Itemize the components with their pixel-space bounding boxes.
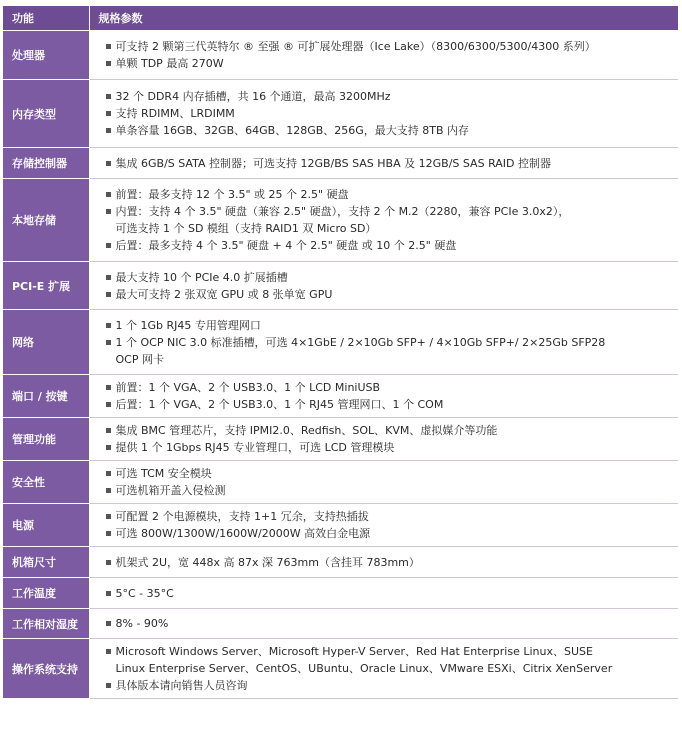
spec-line-text: 单颗 TDP 最高 270W bbox=[115, 57, 224, 70]
bullet-icon bbox=[106, 44, 111, 49]
bullet-icon bbox=[106, 323, 111, 328]
spec-line bbox=[106, 334, 679, 351]
spec-line bbox=[106, 554, 679, 571]
spec-line-text: Linux Enterprise Server、CentOS、UBuntu、Oracle Linux、VMware ESXi、Citrix XenServer bbox=[115, 662, 613, 675]
spec-line-text: 可配置 2 个电源模块，支持 1+1 冗余，支持热插拔 bbox=[115, 510, 369, 523]
table-row bbox=[3, 418, 678, 461]
spec-line-text: 支持 RDIMM、LRDIMM bbox=[115, 107, 235, 120]
row-value bbox=[89, 504, 678, 547]
row-label: 电源 bbox=[3, 504, 89, 547]
spec-line bbox=[106, 237, 679, 254]
table-row bbox=[3, 547, 678, 578]
spec-line-text: 1 个 OCP NIC 3.0 标准插槽，可选 4×1GbE / 2×10Gb SFP+ / 4×10Gb SFP+/ 2×25Gb SFP28 bbox=[115, 335, 606, 349]
bullet-icon bbox=[106, 531, 111, 536]
spec-line-text: 前置：最多支持 12 个 3.5" 或 25 个 2.5" 硬盘 bbox=[115, 188, 349, 201]
spec-table-body bbox=[3, 31, 678, 699]
bullet-icon bbox=[106, 488, 111, 493]
row-value bbox=[89, 578, 678, 609]
bullet-icon bbox=[106, 209, 111, 214]
bullet-icon bbox=[106, 445, 111, 450]
table-row bbox=[3, 504, 678, 547]
table-row bbox=[3, 639, 678, 699]
bullet-icon bbox=[106, 560, 111, 565]
row-value bbox=[89, 179, 678, 262]
spec-line bbox=[106, 677, 679, 694]
bullet-icon bbox=[106, 428, 111, 433]
header-spec: 规格参数 bbox=[89, 6, 678, 31]
spec-line bbox=[106, 508, 679, 525]
bullet-icon bbox=[106, 621, 111, 626]
spec-line-text: 可选机箱开盖入侵检测 bbox=[115, 484, 226, 497]
spec-line bbox=[106, 643, 679, 660]
table-row bbox=[3, 148, 678, 179]
spec-line-text: 单条容量 16GB、32GB、64GB、128GB、256G，最大支持 8TB 内存 bbox=[115, 124, 470, 137]
header-feature: 功能 bbox=[3, 6, 89, 31]
spec-line bbox=[106, 88, 679, 105]
spec-line bbox=[106, 660, 679, 677]
bullet-icon bbox=[106, 94, 111, 99]
row-label: 操作系统支持 bbox=[3, 639, 89, 699]
row-value bbox=[89, 148, 678, 179]
bullet-icon bbox=[106, 471, 111, 476]
spec-line-text: 最大可支持 2 张双宽 GPU 或 8 张单宽 GPU bbox=[115, 287, 333, 301]
spec-line bbox=[106, 585, 679, 602]
table-row bbox=[3, 179, 678, 262]
row-label: 安全性 bbox=[3, 461, 89, 504]
row-label: 端口 / 按键 bbox=[3, 375, 89, 418]
spec-table bbox=[3, 6, 678, 699]
spec-line bbox=[106, 379, 679, 396]
spec-line bbox=[106, 186, 679, 203]
spec-line-text: 可选 TCM 安全模块 bbox=[115, 467, 212, 480]
spec-line-text: Microsoft Windows Server、Microsoft Hyper-V Server、Red Hat Enterprise Linux、SUSE bbox=[115, 645, 593, 658]
row-label: 内存类型 bbox=[3, 80, 89, 148]
table-header-row bbox=[3, 6, 678, 31]
spec-line-text: 可选支持 1 个 SD 模组（支持 RAID1 双 Micro SD） bbox=[115, 222, 377, 235]
bullet-icon bbox=[106, 111, 111, 116]
row-label: 存储控制器 bbox=[3, 148, 89, 179]
spec-line bbox=[106, 155, 679, 172]
bullet-icon bbox=[106, 385, 111, 390]
row-value bbox=[89, 639, 678, 699]
row-value bbox=[89, 547, 678, 578]
spec-line-text: 后置：最多支持 4 个 3.5" 硬盘 + 4 个 2.5" 硬盘 或 10 个 2.5" 硬盘 bbox=[115, 239, 457, 252]
spec-line bbox=[106, 422, 679, 439]
spec-line bbox=[106, 439, 679, 456]
row-value bbox=[89, 310, 678, 375]
spec-line bbox=[106, 482, 679, 499]
bullet-icon bbox=[106, 340, 111, 345]
spec-line-text: 后置：1 个 VGA、2 个 USB3.0、1 个 RJ45 管理网口、1 个 COM bbox=[115, 398, 444, 411]
row-label: 本地存储 bbox=[3, 179, 89, 262]
row-value bbox=[89, 461, 678, 504]
spec-line-text: 可支持 2 颗第三代英特尔 ® 至强 ® 可扩展处理器（Ice Lake）（8300/6300/5300/4300 系列） bbox=[115, 40, 596, 53]
table-row bbox=[3, 31, 678, 80]
spec-line-text: 5°C - 35°C bbox=[115, 586, 174, 600]
row-label: 机箱尺寸 bbox=[3, 547, 89, 578]
spec-line-text: 可选 800W/1300W/1600W/2000W 高效白金电源 bbox=[115, 527, 371, 540]
spec-line bbox=[106, 122, 679, 139]
table-row bbox=[3, 609, 678, 639]
spec-line bbox=[106, 38, 679, 55]
table-row bbox=[3, 310, 678, 375]
row-value bbox=[89, 418, 678, 461]
bullet-icon bbox=[106, 514, 111, 519]
bullet-icon bbox=[106, 161, 111, 166]
table-row bbox=[3, 375, 678, 418]
row-label: 工作温度 bbox=[3, 578, 89, 609]
row-label: PCI-E 扩展 bbox=[3, 262, 89, 310]
spec-line-text: OCP 网卡 bbox=[115, 352, 164, 366]
bullet-icon bbox=[106, 292, 111, 297]
row-value bbox=[89, 80, 678, 148]
bullet-icon bbox=[106, 591, 111, 596]
row-value bbox=[89, 31, 678, 80]
row-value bbox=[89, 262, 678, 310]
spec-line bbox=[106, 105, 679, 122]
spec-line bbox=[106, 525, 679, 542]
spec-line-text: 最大支持 10 个 PCIe 4.0 扩展插槽 bbox=[115, 270, 288, 284]
spec-line-text: 1 个 1Gb RJ45 专用管理网口 bbox=[115, 318, 261, 332]
spec-line-text: 集成 6GB/S SATA 控制器；可选支持 12GB/BS SAS HBA 及 12GB/S SAS RAID 控制器 bbox=[115, 156, 551, 170]
spec-line-text: 8% - 90% bbox=[115, 617, 169, 630]
table-row bbox=[3, 262, 678, 310]
spec-line bbox=[106, 269, 679, 286]
row-label: 管理功能 bbox=[3, 418, 89, 461]
spec-line bbox=[106, 317, 679, 334]
bullet-icon bbox=[106, 649, 111, 654]
bullet-icon bbox=[106, 402, 111, 407]
bullet-icon bbox=[106, 192, 111, 197]
bullet-icon bbox=[106, 243, 111, 248]
spec-line bbox=[106, 615, 679, 632]
bullet-icon bbox=[106, 683, 111, 688]
spec-line bbox=[106, 351, 679, 368]
spec-line-text: 内置：支持 4 个 3.5" 硬盘（兼容 2.5" 硬盘），支持 2 个 M.2（2280，兼容 PCIe 3.0x2）， bbox=[115, 205, 570, 218]
spec-line-text: 提供 1 个 1Gbps RJ45 专业管理口，可选 LCD 管理模块 bbox=[115, 441, 395, 454]
spec-line bbox=[106, 55, 679, 72]
spec-line bbox=[106, 203, 679, 220]
bullet-icon bbox=[106, 61, 111, 66]
spec-line bbox=[106, 286, 679, 303]
spec-line bbox=[106, 396, 679, 413]
spec-line bbox=[106, 465, 679, 482]
table-row bbox=[3, 578, 678, 609]
row-label: 网络 bbox=[3, 310, 89, 375]
table-row bbox=[3, 461, 678, 504]
bullet-icon bbox=[106, 275, 111, 280]
spec-line-text: 32 个 DDR4 内存插槽，共 16 个通道，最高 3200MHz bbox=[115, 90, 391, 103]
spec-line-text: 机架式 2U，宽 448x 高 87x 深 763mm（含挂耳 783mm） bbox=[115, 555, 420, 569]
row-value bbox=[89, 609, 678, 639]
spec-line-text: 前置：1 个 VGA、2 个 USB3.0、1 个 LCD MiniUSB bbox=[115, 381, 381, 394]
row-label: 处理器 bbox=[3, 31, 89, 80]
table-row bbox=[3, 80, 678, 148]
spec-line bbox=[106, 220, 679, 237]
spec-line-text: 集成 BMC 管理芯片，支持 IPMI2.0、Redfish、SOL、KVM、虚拟媒介等功能 bbox=[115, 424, 498, 437]
spec-line-text: 具体版本请向销售人员咨询 bbox=[115, 679, 248, 692]
bullet-icon bbox=[106, 128, 111, 133]
row-label: 工作相对湿度 bbox=[3, 609, 89, 639]
row-value bbox=[89, 375, 678, 418]
